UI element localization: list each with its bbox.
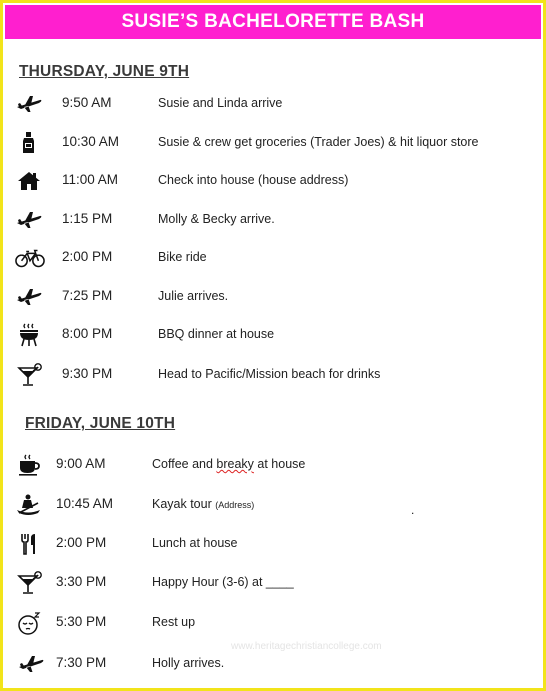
liquor-bottle-icon	[14, 131, 44, 155]
list-item: 2:00 PM Bike ride	[3, 246, 543, 270]
list-item: 7:30 PM Holly arrives.	[3, 652, 543, 676]
watermark: www.heritagechristiancollege.com	[231, 641, 382, 652]
day-heading-thursday: THURSDAY, JUNE 9TH	[19, 63, 190, 80]
airplane-icon	[14, 92, 44, 116]
fork-knife-icon	[14, 532, 44, 556]
kayak-icon	[14, 493, 44, 517]
list-item: 7:25 PM Julie arrives.	[3, 285, 543, 309]
list-item: 3:30 PM Happy Hour (3-6) at ____	[3, 571, 543, 595]
coffee-cup-icon	[14, 453, 44, 477]
list-item: 11:00 AM Check into house (house address)	[3, 169, 543, 193]
sleeping-face-icon	[15, 611, 45, 635]
bbq-grill-icon	[14, 323, 44, 347]
list-item: 10:45 AM Kayak tour (Address)	[3, 493, 543, 517]
list-item: 9:50 AM Susie and Linda arrive	[3, 92, 543, 116]
day-heading-friday: FRIDAY, JUNE 10TH	[25, 415, 176, 432]
list-item: 8:00 PM BBQ dinner at house	[3, 323, 543, 347]
airplane-icon	[16, 652, 46, 676]
list-item: 5:30 PM Rest up	[3, 611, 543, 635]
stray-mark: .	[411, 503, 415, 517]
cocktail-icon	[15, 571, 45, 595]
list-item: 9:30 PM Head to Pacific/Mission beach for drinks	[3, 363, 543, 387]
page-title: SUSIE’S BACHELORETTE BASH	[5, 5, 541, 39]
house-icon	[14, 169, 44, 193]
airplane-icon	[14, 208, 44, 232]
airplane-icon	[14, 285, 44, 309]
list-item: 10:30 AM Susie & crew get groceries (Trader Joes) & hit liquor store	[3, 131, 543, 155]
cocktail-icon	[15, 363, 45, 387]
bicycle-icon	[15, 246, 45, 270]
list-item: 9:00 AM Coffee and breaky at house	[3, 453, 543, 477]
list-item: 2:00 PM Lunch at house	[3, 532, 543, 556]
list-item: 1:15 PM Molly & Becky arrive.	[3, 208, 543, 232]
